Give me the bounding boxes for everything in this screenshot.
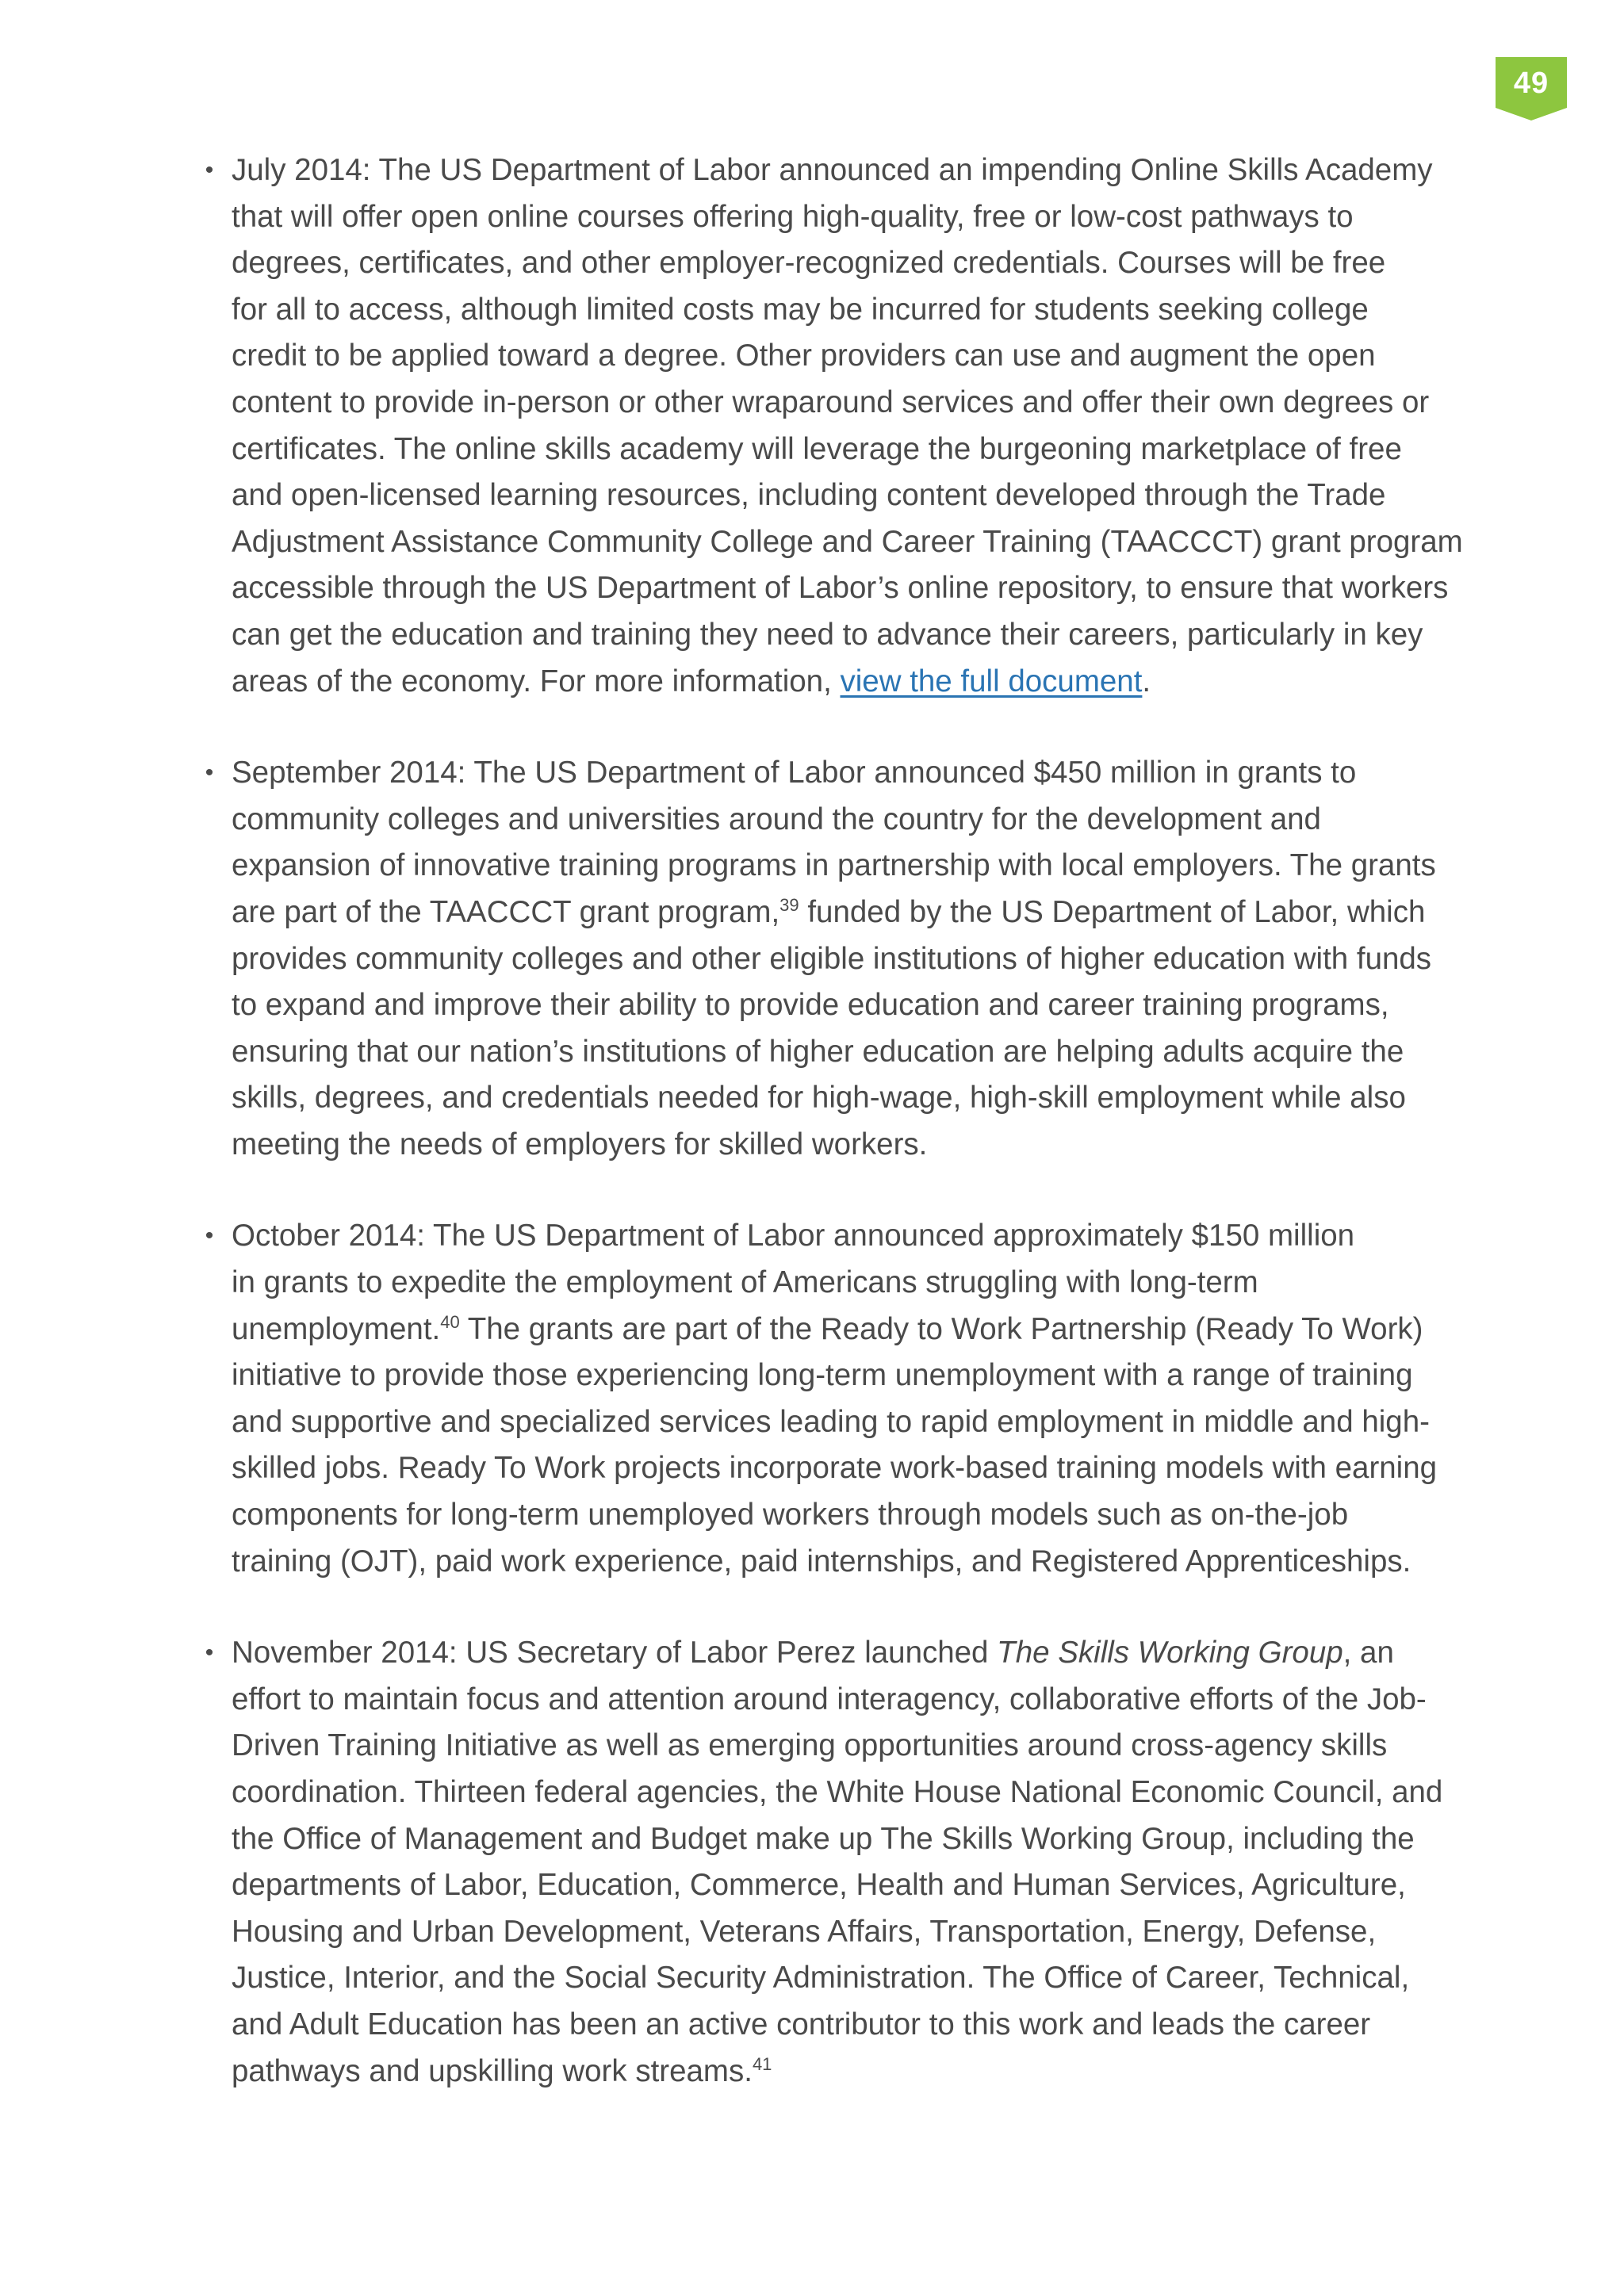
- bullet-icon: •: [205, 1223, 214, 1249]
- text-line: components for long-term unemployed workers through models such as on-the-job: [232, 1498, 1349, 1533]
- text-line: Driven Training Initiative as well as emerging opportunities around cross-agency skills: [232, 1728, 1388, 1763]
- text-segment: are part of the TAACCCT grant program,: [232, 894, 780, 929]
- list-item: [200, 1213, 1516, 1585]
- footnote-ref: 41: [752, 2053, 772, 2074]
- text-segment: pathways and upskilling work streams.: [232, 2053, 753, 2088]
- text-line: content to provide in-person or other wraparound services and offer their own degrees or: [232, 385, 1430, 419]
- text-line: for all to access, although limited costs may be incurred for students seeking college: [232, 292, 1369, 327]
- text-line: certificates. The online skills academy will leverage the burgeoning marketplace of free: [232, 431, 1402, 466]
- text-line: July 2014: The US Department of Labor announced an impending Online Skills Academy: [232, 153, 1433, 187]
- text-line: effort to maintain focus and attention around interagency, collaborative efforts of the Job-: [232, 1682, 1427, 1716]
- text-line: [232, 1307, 1516, 1353]
- text-segment: .: [1142, 664, 1151, 698]
- bullet-icon: •: [205, 157, 214, 183]
- skills-working-group-title: The Skills Working Group: [997, 1636, 1343, 1670]
- text-line: departments of Labor, Education, Commerce, Health and Human Services, Agriculture,: [232, 1868, 1406, 1903]
- document-body: [200, 147, 1516, 2095]
- text-line: meeting the needs of employers for skilled workers.: [232, 1127, 928, 1161]
- text-line: Justice, Interior, and the Social Security Administration. The Office of Career, Technical,: [232, 1961, 1410, 1996]
- text-segment: , an: [1342, 1636, 1394, 1670]
- text-line: September 2014: The US Department of Labor announced $450 million in grants to: [232, 756, 1357, 790]
- text-segment: funded by the US Department of Labor, which: [799, 894, 1426, 929]
- text-line: Housing and Urban Development, Veterans Affairs, Transportation, Energy, Defense,: [232, 1914, 1377, 1949]
- text-line: provides community colleges and other eligible institutions of higher education with funds: [232, 941, 1432, 976]
- page-number: 49: [1513, 67, 1549, 100]
- text-segment: unemployment.: [232, 1311, 441, 1346]
- text-line: and open-licensed learning resources, including content developed through the Trade: [232, 478, 1386, 513]
- text-segment: November 2014: US Secretary of Labor Perez launched: [232, 1636, 998, 1670]
- text-line: [232, 659, 1516, 706]
- footnote-ref: 39: [779, 895, 799, 916]
- text-line: [232, 1630, 1516, 1677]
- footnote-ref: 40: [440, 1311, 460, 1332]
- text-line: community colleges and universities around the country for the development and: [232, 802, 1321, 836]
- text-line: the Office of Management and Budget make up The Skills Working Group, including the: [232, 1821, 1415, 1856]
- text-line: Adjustment Assistance Community College and Career Training (TAACCCT) grant program: [232, 524, 1463, 559]
- list-item: [200, 750, 1516, 1168]
- bullet-icon: •: [205, 760, 214, 786]
- text-segment: The grants are part of the Ready to Work Partnership (Ready To Work): [459, 1311, 1423, 1346]
- text-line: [232, 890, 1516, 936]
- text-line: [232, 2049, 1516, 2095]
- text-line: ensuring that our nation’s institutions of higher education are helping adults acquire the: [232, 1034, 1404, 1069]
- text-line: in grants to expedite the employment of Americans struggling with long-term: [232, 1265, 1258, 1300]
- text-line: expansion of innovative training programs in partnership with local employers. The grants: [232, 848, 1436, 883]
- text-line: degrees, certificates, and other employer-recognized credentials. Courses will be free: [232, 246, 1386, 281]
- text-line: credit to be applied toward a degree. Other providers can use and augment the open: [232, 339, 1376, 373]
- text-line: October 2014: The US Department of Labor announced approximately $150 million: [232, 1219, 1355, 1253]
- bullet-icon: •: [205, 1640, 214, 1667]
- text-line: skilled jobs. Ready To Work projects incorporate work-based training models with earning: [232, 1451, 1438, 1486]
- text-line: can get the education and training they need to advance their careers, particularly in key: [232, 617, 1423, 652]
- page-number-badge: [1496, 57, 1567, 121]
- text-line: to expand and improve their ability to provide education and career training programs,: [232, 988, 1389, 1023]
- text-segment: areas of the economy. For more information,: [232, 664, 841, 698]
- text-line: initiative to provide those experiencing long-term unemployment with a range of training: [232, 1358, 1413, 1393]
- list-item: [200, 1630, 1516, 2095]
- text-line: and supportive and specialized services leading to rapid employment in middle and high-: [232, 1404, 1430, 1439]
- text-line: and Adult Education has been an active contributor to this work and leads the career: [232, 2007, 1371, 2042]
- text-line: that will offer open online courses offering high-quality, free or low-cost pathways to: [232, 199, 1354, 234]
- full-document-link[interactable]: view the full document: [840, 664, 1143, 698]
- text-line: coordination. Thirteen federal agencies, the White House National Economic Council, and: [232, 1775, 1443, 1809]
- text-line: accessible through the US Department of Labor’s online repository, to ensure that workers: [232, 571, 1449, 606]
- list-item: [200, 147, 1516, 705]
- text-line: training (OJT), paid work experience, paid internships, and Registered Apprenticeships.: [232, 1544, 1411, 1578]
- text-line: skills, degrees, and credentials needed for high-wage, high-skill employment while also: [232, 1081, 1406, 1115]
